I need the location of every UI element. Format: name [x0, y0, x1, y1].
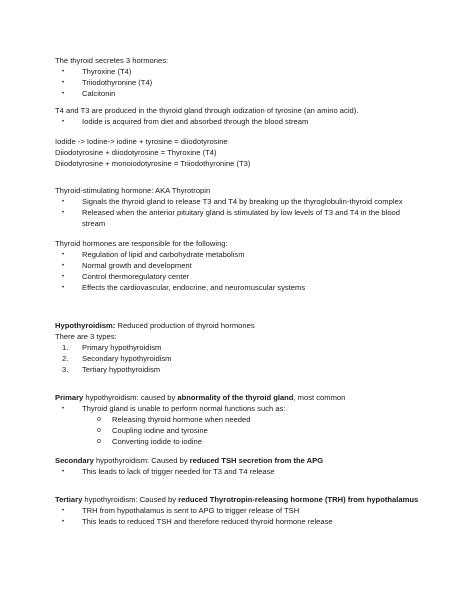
sub-list-item: Coupling iodine and tyrosine — [112, 426, 208, 435]
bullet: • — [62, 119, 65, 125]
list-item: This leads to reduced TSH and therefore reduced thyroid hormone release — [82, 517, 333, 526]
bullet: • — [62, 519, 65, 525]
numbered-item: Secondary hypothyroidism — [82, 354, 172, 363]
bullet: • — [62, 199, 65, 205]
list-item: Signals the thyroid gland to release T3 and T4 by breaking up the thyroglobulin-thyroid complex — [82, 197, 403, 206]
bullet: • — [62, 406, 65, 412]
bullet: • — [62, 469, 65, 475]
bullet: • — [62, 263, 65, 269]
tertiary-heading — [55, 495, 418, 505]
bullet: • — [62, 69, 65, 75]
primary-cause: abnormality of the thyroid gland — [177, 393, 294, 402]
list-item: Control thermoregulatory center — [82, 272, 190, 281]
list-item: Regulation of lipid and carbohydrate metabolism — [82, 250, 245, 259]
list-item: Normal growth and development — [82, 261, 192, 270]
list-item: TRH from hypothalamus is sent to APG to trigger release of TSH — [82, 506, 300, 515]
secondary-cause: reduced TSH secretion from the APG — [189, 456, 324, 465]
tertiary-cause: reduced Thyrotropin-releasing hormone (TRH) from hypothalamus — [178, 495, 419, 504]
sub-list-item: Converting iodide to iodine — [112, 437, 202, 446]
secondary-term: Secondary — [55, 456, 94, 465]
sub-bullet: o — [97, 416, 101, 423]
list-item-continuation: stream — [82, 219, 106, 228]
bullet: • — [62, 285, 65, 291]
primary-tail: , most common — [293, 393, 346, 402]
list-item: Triiodothyronine (T4) — [82, 78, 153, 87]
reaction-line: Iodide -> Iodine-> iodine + tyrosine = diiodotyrosine — [55, 137, 228, 146]
sub-bullet: o — [97, 427, 101, 434]
list-number: 2. — [62, 354, 69, 363]
reaction-line: Diiodotyrosine + monoiodotyrosine = Triiodothyronine (T3) — [55, 159, 251, 168]
list-item: Thyroid gland is unable to perform normal functions such as: — [82, 404, 286, 413]
tsh-heading: Thyroid-stimulating hormone: AKA Thyrotropin — [55, 186, 211, 195]
bullet: • — [62, 274, 65, 280]
hypothyroidism-definition — [55, 321, 255, 331]
list-item: Released when the anterior pituitary gland is stimulated by low levels of T3 and T4 in the blood — [82, 208, 400, 217]
list-number: 3. — [62, 365, 69, 374]
secondary-heading — [55, 456, 323, 466]
numbered-item: Tertiary hypothyroidism — [82, 365, 161, 374]
hypothyroidism-term: Hypothyroidism: — [55, 321, 116, 330]
bullet: • — [62, 252, 65, 258]
sub-bullet: o — [97, 438, 101, 445]
list-number: 1. — [62, 343, 69, 352]
primary-heading — [55, 393, 345, 403]
list-item: Effects the cardiovascular, endocrine, and neuromuscular systems — [82, 283, 306, 292]
production-text: T4 and T3 are produced in the thyroid gland through iodization of tyrosine (an amino acid). — [55, 106, 359, 115]
primary-mid: hypothyroidism: caused by — [83, 393, 178, 402]
hypothyroidism-definition-text: Reduced production of thyroid hormones — [115, 321, 255, 330]
list-item: This leads to lack of trigger needed for T3 and T4 release — [82, 467, 275, 476]
sub-list-item: Releasing thyroid hormone when needed — [112, 415, 251, 424]
tertiary-term: Tertiary — [55, 495, 83, 504]
numbered-item: Primary hypothyroidism — [82, 343, 162, 352]
secondary-mid: hypothyroidism: Caused by — [93, 456, 190, 465]
bullet: • — [62, 508, 65, 514]
types-intro: There are 3 types: — [55, 332, 117, 341]
list-item: Iodide is acquired from diet and absorbed through the blood stream — [82, 117, 309, 126]
bullet: • — [62, 80, 65, 86]
bullet: • — [62, 210, 65, 216]
tertiary-mid: hypothyroidism: Caused by — [82, 495, 179, 504]
list-item: Calcitonin — [82, 89, 116, 98]
primary-term: Primary — [55, 393, 84, 402]
intro-heading: The thyroid secretes 3 hormones: — [55, 56, 169, 65]
reaction-line: Diiodotyrosine + diiodotyrosine = Thyroxine (T4) — [55, 148, 217, 157]
bullet: • — [62, 91, 65, 97]
list-item: Thyroxine (T4) — [82, 67, 132, 76]
functions-heading: Thyroid hormones are responsible for the following: — [55, 239, 228, 248]
